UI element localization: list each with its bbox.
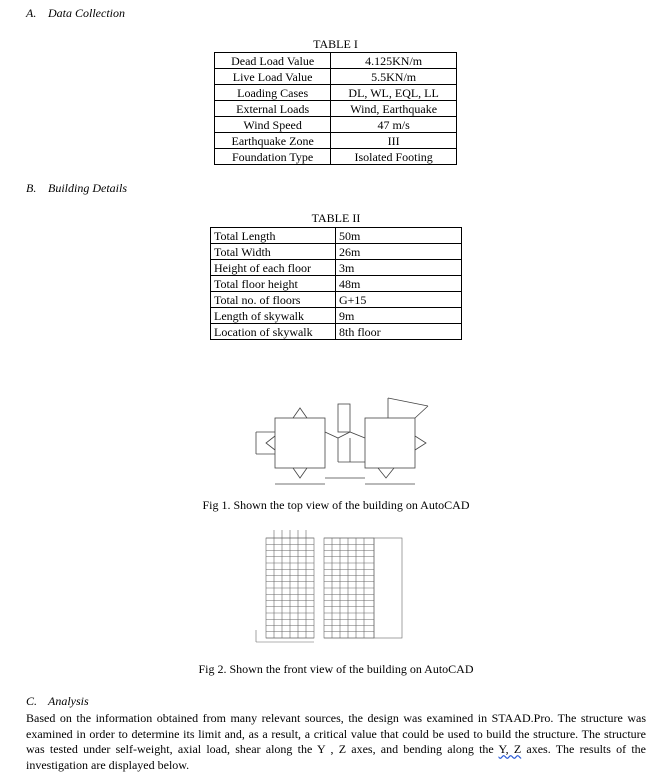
table-cell-value: 3m bbox=[336, 260, 462, 276]
table-cell-value: 48m bbox=[336, 276, 462, 292]
fig2-caption: Fig 2. Shown the front view of the building on AutoCAD bbox=[198, 662, 474, 676]
table-cell-label: Total Length bbox=[211, 228, 336, 244]
table-cell-label: Length of skywalk bbox=[211, 308, 336, 324]
table-cell-value: Isolated Footing bbox=[331, 149, 457, 165]
table-row bbox=[211, 228, 462, 244]
table-row bbox=[215, 133, 457, 149]
table-cell-value: 50m bbox=[336, 228, 462, 244]
table1 bbox=[214, 52, 457, 165]
analysis-text: Based on the information obtained from many relevant sources, the design was examined in STAAD.Pro. The structure was examined in order to determine its limit and, as a result, a critical value that could be used to build the structure. The structure was tested under self-weight, axial load, shear along the Y , Z axes, and bending along the bbox=[26, 711, 646, 757]
table-row bbox=[211, 292, 462, 308]
spellcheck-marked-text: Y, Z bbox=[498, 742, 522, 757]
table-row bbox=[211, 244, 462, 260]
table-cell-value: 5.5KN/m bbox=[331, 69, 457, 85]
table1-caption: TABLE I bbox=[313, 37, 358, 51]
table-cell-label: Total floor height bbox=[211, 276, 336, 292]
table-cell-value: 4.125KN/m bbox=[331, 53, 457, 69]
table-cell-label: Location of skywalk bbox=[211, 324, 336, 340]
table-cell-value: III bbox=[331, 133, 457, 149]
fig1-top-view-drawing bbox=[238, 392, 448, 492]
table-row bbox=[211, 276, 462, 292]
table-row bbox=[215, 117, 457, 133]
table-row bbox=[215, 85, 457, 101]
table-cell-label: External Loads bbox=[215, 101, 331, 117]
section-title: Analysis bbox=[48, 694, 89, 708]
fig1-caption: Fig 1. Shown the top view of the building on AutoCAD bbox=[202, 498, 470, 512]
analysis-text-end: axes. The results of the investigation are displayed below. bbox=[26, 742, 647, 772]
table-cell-value: 26m bbox=[336, 244, 462, 260]
table-cell-value: 8th floor bbox=[336, 324, 462, 340]
section-heading-building-details bbox=[26, 181, 127, 196]
table-cell-value: 47 m/s bbox=[331, 117, 457, 133]
table-cell-value: G+15 bbox=[336, 292, 462, 308]
table-cell-value: 9m bbox=[336, 308, 462, 324]
table-cell-value: DL, WL, EQL, LL bbox=[331, 85, 457, 101]
table-cell-label: Loading Cases bbox=[215, 85, 331, 101]
table-row bbox=[215, 53, 457, 69]
table-cell-label: Height of each floor bbox=[211, 260, 336, 276]
fig2-front-view-drawing bbox=[252, 530, 412, 650]
table-cell-label: Total Width bbox=[211, 244, 336, 260]
table-row bbox=[211, 324, 462, 340]
table2 bbox=[210, 227, 462, 340]
section-number: C. bbox=[26, 694, 38, 708]
table-row bbox=[215, 69, 457, 85]
table-cell-label: Total no. of floors bbox=[211, 292, 336, 308]
section-title: Building Details bbox=[48, 181, 127, 195]
table-cell-label: Wind Speed bbox=[215, 117, 331, 133]
section-heading-data-collection bbox=[26, 6, 125, 21]
table-cell-label: Earthquake Zone bbox=[215, 133, 331, 149]
table-row bbox=[215, 101, 457, 117]
table-cell-value: Wind, Earthquake bbox=[331, 101, 457, 117]
section-title: Data Collection bbox=[48, 6, 125, 20]
table-cell-label: Live Load Value bbox=[215, 69, 331, 85]
table-cell-label: Dead Load Value bbox=[215, 53, 331, 69]
section-number: B. bbox=[26, 181, 37, 195]
analysis-paragraph bbox=[26, 711, 646, 773]
section-number: A. bbox=[26, 6, 37, 20]
table-row bbox=[211, 308, 462, 324]
table-cell-label: Foundation Type bbox=[215, 149, 331, 165]
table-row bbox=[215, 149, 457, 165]
section-heading-analysis bbox=[26, 694, 89, 709]
table2-caption: TABLE II bbox=[311, 211, 361, 225]
table-row bbox=[211, 260, 462, 276]
